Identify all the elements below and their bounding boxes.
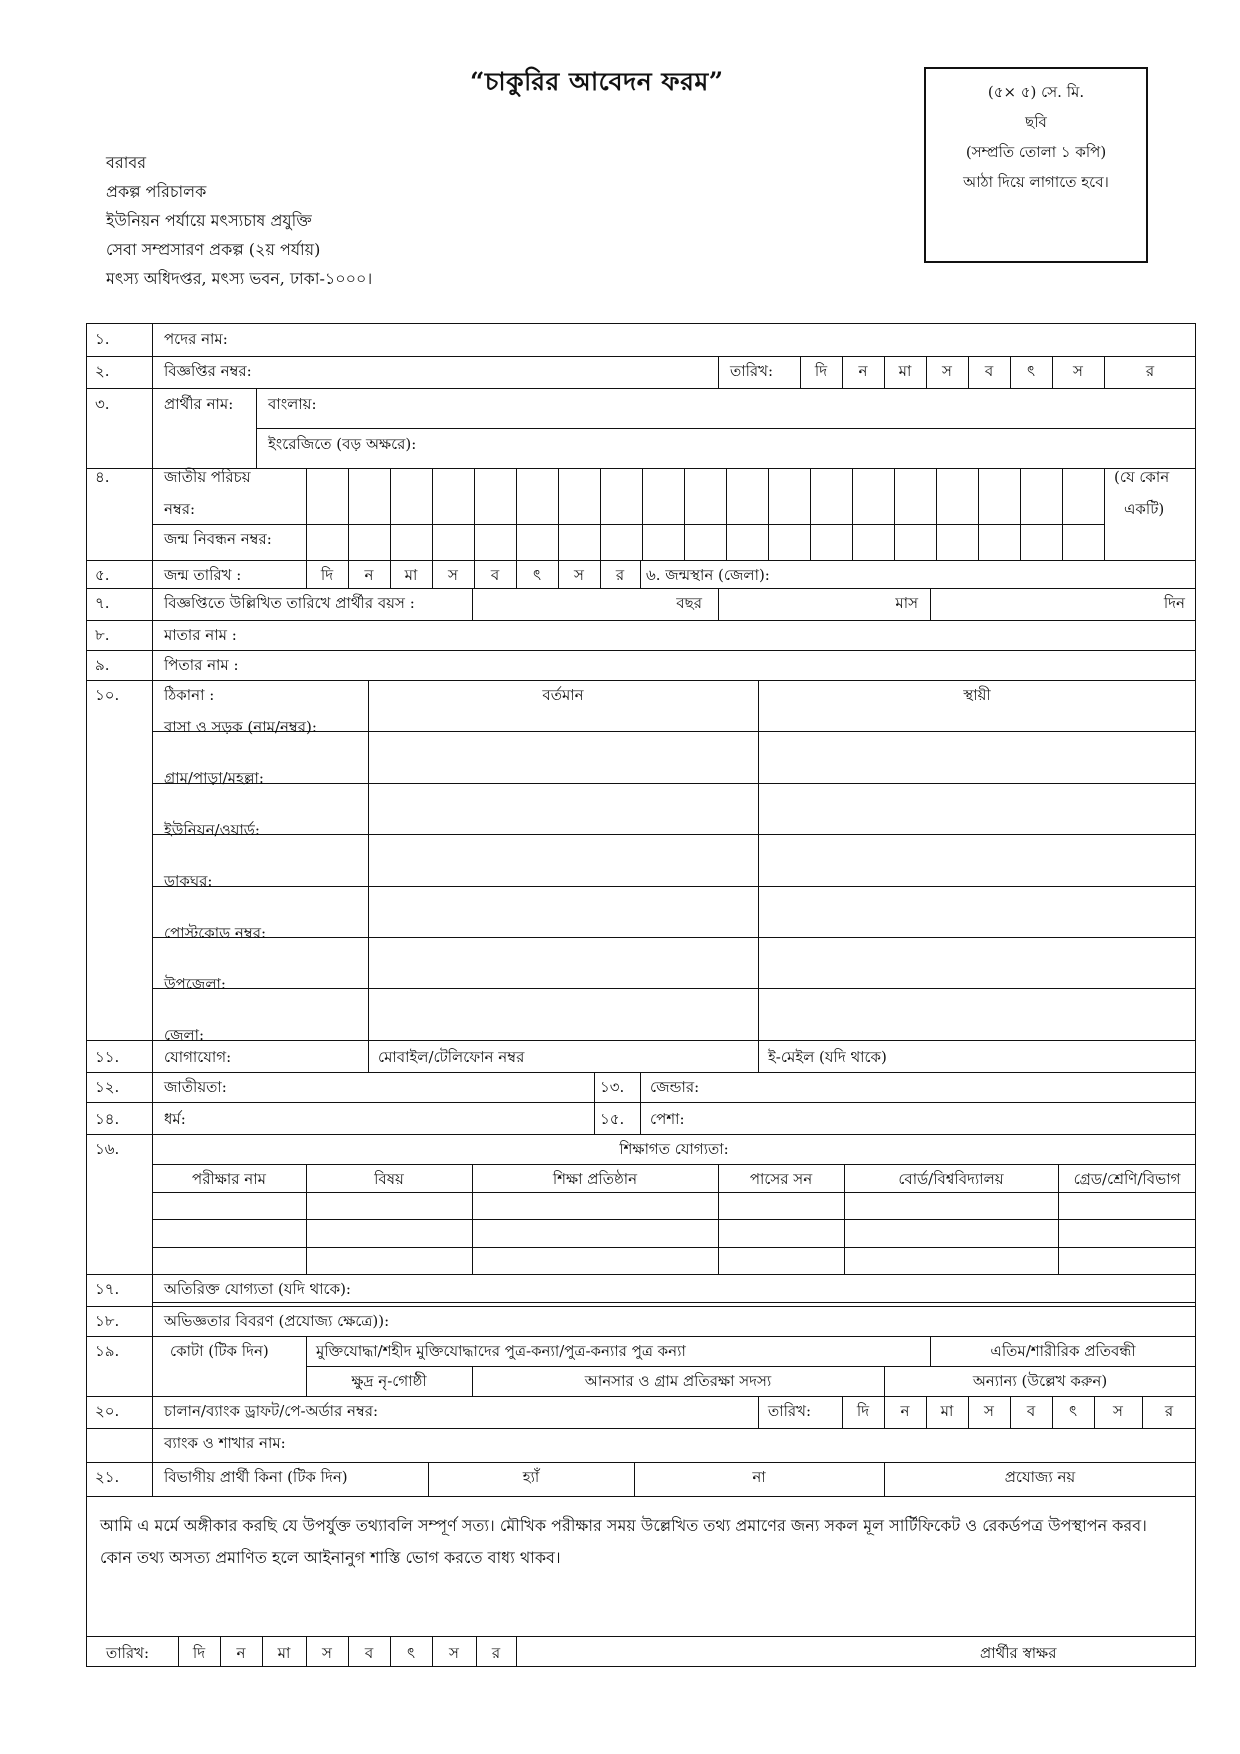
address-field-label: ইউনিয়ন/ওয়ার্ড:: [164, 820, 260, 839]
field-label-age: বিজ্ঞপ্তিতে উল্লিখিত তারিখে প্রার্থীর বয়স :: [164, 594, 415, 612]
field-label-extra-qualification[interactable]: অতিরিক্ত যোগ্যতা (যদি থাকে):: [164, 1280, 351, 1298]
rule: [1062, 468, 1063, 560]
field-phone[interactable]: মোবাইল/টেলিফোন নম্বর: [378, 1048, 525, 1066]
rule: [152, 1219, 1196, 1220]
date-box[interactable]: দি: [320, 566, 334, 584]
field-label-gender[interactable]: জেন্ডার:: [650, 1078, 700, 1096]
row-number: ২১.: [95, 1468, 120, 1486]
rule: [86, 1134, 1196, 1135]
note: (যে কোন: [1114, 468, 1170, 486]
rule: [368, 1040, 369, 1072]
age-day[interactable]: দিন: [1163, 594, 1185, 612]
date-box[interactable]: স: [448, 566, 458, 584]
date-box[interactable]: ন: [858, 362, 868, 380]
address-line: সেবা সম্প্রসারণ প্রকল্প (২য় পর্যায়): [106, 240, 321, 259]
footer-date-label: তারিখ:: [106, 1644, 150, 1662]
field-label-birthdate: জন্ম তারিখ :: [164, 566, 242, 584]
rule: [86, 1396, 1196, 1397]
field-label-departmental: বিভাগীয় প্রার্থী কিনা (টিক দিন): [164, 1468, 348, 1486]
rule: [152, 783, 1196, 784]
field-label-experience[interactable]: অভিজ্ঞতার বিবরণ (প্রযোজ্য ক্ষেত্রে)):: [164, 1312, 390, 1330]
rule: [86, 620, 1196, 621]
rule: [516, 468, 517, 560]
field-email[interactable]: ই-মেইল (যদি থাকে): [768, 1048, 887, 1066]
rule: [758, 1396, 759, 1428]
rule: [1020, 468, 1021, 560]
rule: [474, 468, 475, 560]
photo-label: ছবি: [1025, 113, 1047, 131]
rule: [86, 1496, 1196, 1497]
address-line: মৎস্য অধিদপ্তর, মৎস্য ভবন, ঢাকা-১০০০।: [106, 269, 373, 288]
field-label-bank[interactable]: ব্যাংক ও শাখার নাম:: [164, 1434, 286, 1452]
address-field-label: পোস্টকোড নম্বর:: [164, 923, 267, 942]
rule: [348, 468, 349, 560]
date-box[interactable]: ব: [490, 566, 500, 584]
rule: [758, 1040, 759, 1072]
rule: [86, 588, 1196, 589]
photo-note: আঠা দিয়ে লাগাতে হবে।: [963, 173, 1109, 191]
rule: [86, 388, 1196, 389]
row-number: ১৭.: [95, 1280, 120, 1298]
rule: [86, 468, 1196, 469]
rule: [152, 1164, 1196, 1165]
rule: [600, 468, 601, 560]
date-box[interactable]: স: [1073, 362, 1083, 380]
rule: [86, 1102, 1196, 1103]
date-box[interactable]: ন: [236, 1644, 246, 1662]
photo-box[interactable]: [924, 67, 1148, 263]
rule: [86, 1428, 1196, 1429]
field-label-quota: কোটা (টিক দিন): [170, 1342, 269, 1360]
rule: [86, 1306, 1196, 1307]
date-box[interactable]: মা: [940, 1402, 954, 1420]
address-field-label: বাসা ও সড়ক (নাম/নম্বর):: [164, 718, 317, 736]
rule: [86, 1336, 1196, 1337]
rule: [152, 937, 1196, 938]
date-box[interactable]: র: [615, 566, 625, 584]
rule: [894, 468, 895, 560]
date-box[interactable]: র: [1145, 362, 1155, 380]
date-box[interactable]: ন: [900, 1402, 910, 1420]
rule: [306, 1366, 1196, 1367]
date-box[interactable]: র: [1164, 1402, 1174, 1420]
rule: [726, 468, 727, 560]
field-label-birth-reg: জন্ম নিবন্ধন নম্বর:: [164, 530, 272, 548]
field-label-date: তারিখ:: [768, 1402, 812, 1420]
edu-header: গ্রেড/শ্রেণি/বিভাগ: [1073, 1170, 1181, 1188]
address-field-label: জেলা:: [164, 1026, 205, 1045]
edu-header: পরীক্ষার নাম: [192, 1170, 266, 1188]
rule: [86, 680, 1196, 681]
date-box[interactable]: স: [574, 566, 584, 584]
field-label-nationality[interactable]: জাতীয়তা:: [164, 1078, 227, 1096]
row-number: ১৬.: [95, 1140, 120, 1158]
date-box[interactable]: স: [322, 1644, 332, 1662]
rule: [86, 1072, 1196, 1073]
rule: [306, 468, 307, 560]
date-box[interactable]: ন: [364, 566, 374, 584]
date-box[interactable]: দি: [814, 362, 828, 380]
row-number: ১৩.: [600, 1078, 625, 1096]
field-label-mother[interactable]: মাতার নাম :: [164, 626, 237, 644]
date-box[interactable]: স: [1113, 1402, 1123, 1420]
rule: [152, 1040, 1196, 1041]
date-box[interactable]: দি: [192, 1644, 206, 1662]
quota-orphan-disabled[interactable]: এতিম/শারীরিক প্রতিবন্ধী: [990, 1342, 1136, 1360]
rule: [152, 1274, 1196, 1275]
address-line: প্রকল্প পরিচালক: [106, 182, 207, 201]
rule: [86, 1636, 1196, 1637]
row-number: ৪.: [95, 468, 110, 486]
row-number: ২.: [95, 362, 110, 380]
option-no[interactable]: না: [752, 1468, 766, 1486]
row-number: ১৮.: [95, 1312, 120, 1330]
signature-label[interactable]: প্রার্থীর স্বাক্ষর: [980, 1644, 1057, 1662]
edu-header: বোর্ড/বিশ্ববিদ্যালয়: [898, 1170, 1004, 1188]
rule: [768, 468, 769, 560]
rule: [152, 886, 1196, 887]
address-present: বর্তমান: [542, 686, 584, 704]
date-box[interactable]: র: [491, 1644, 501, 1662]
date-box[interactable]: দি: [856, 1402, 870, 1420]
rule: [758, 680, 759, 1040]
rule: [86, 356, 1196, 357]
quota-other[interactable]: অন্যান্য (উল্লেখ করুন): [972, 1372, 1108, 1390]
field-label-nid: জাতীয় পরিচয়: [164, 468, 251, 486]
rule: [86, 650, 1196, 651]
field-label-name-bangla[interactable]: বাংলায়:: [268, 395, 317, 413]
date-box[interactable]: মা: [898, 362, 912, 380]
edu-header: শিক্ষা প্রতিষ্ঠান: [552, 1170, 638, 1188]
rule: [152, 1247, 1196, 1248]
quota-freedom-fighter[interactable]: মুক্তিযোদ্ধা/শহীদ মুক্তিযোদ্ধাদের পুত্র-কন্যা/পুত্র-কন্যার পুত্র কন্যা: [316, 1342, 686, 1360]
date-box[interactable]: ৎ: [406, 1644, 416, 1662]
row-number: ১৫.: [600, 1110, 625, 1128]
row-number: ৯.: [95, 656, 110, 674]
rule: [640, 1072, 641, 1134]
rule: [810, 468, 811, 560]
rule: [390, 468, 391, 560]
declaration-text: আমি এ মর্মে অঙ্গীকার করছি যে উপর্যুক্ত তথ্যাবলি সম্পূর্ণ সত্য। মৌখিক পরীক্ষার সময় উল্লেখিত তথ্য প্রমাণের জন্য সকল মূল সার্টিফিকেট ও রেকর্ডপত্র উপস্থাপন করব। কোন তথ্য অসত্য প্রমাণিত হলে আইনানুগ শাস্তি ভোগ করতে বাধ্য থাকব।: [100, 1516, 1147, 1567]
field-label-occupation[interactable]: পেশা:: [650, 1110, 685, 1128]
age-month[interactable]: মাস: [895, 594, 918, 612]
date-box[interactable]: ৎ: [1068, 1402, 1078, 1420]
rule: [86, 1462, 1196, 1463]
rule: [368, 680, 369, 1040]
field-label-education: শিক্ষাগত যোগ্যতা:: [619, 1140, 729, 1158]
age-year[interactable]: বছর: [676, 594, 702, 612]
field-label-birthplace[interactable]: ৬. জন্মস্থান (জেলা):: [646, 566, 770, 584]
row-number: ১৯.: [95, 1342, 120, 1360]
quota-ansar[interactable]: আনসার ও গ্রাম প্রতিরক্ষা সদস্য: [584, 1372, 772, 1390]
address-line: ইউনিয়ন পর্যায়ে মৎস্যচাষ প্রযুক্তি: [106, 211, 312, 230]
row-number: ৩.: [95, 395, 110, 413]
rule: [516, 1636, 517, 1667]
rule: [152, 1192, 1196, 1193]
rule: [594, 1072, 595, 1134]
rule: [152, 1302, 1196, 1303]
row-number: ২০.: [95, 1402, 120, 1420]
field-label-advert-number: বিজ্ঞপ্তির নম্বর:: [164, 362, 252, 380]
option-not-applicable[interactable]: প্রযোজ্য নয়: [1004, 1468, 1076, 1486]
date-box[interactable]: মা: [277, 1644, 291, 1662]
row-number: ১২.: [95, 1078, 120, 1096]
field-label-religion[interactable]: ধর্ম:: [164, 1110, 186, 1128]
date-box[interactable]: ব: [1026, 1402, 1036, 1420]
edu-header: পাসের সন: [749, 1170, 813, 1188]
date-box[interactable]: স: [449, 1644, 459, 1662]
field-label-date: তারিখ:: [730, 362, 774, 380]
date-box[interactable]: ব: [984, 362, 994, 380]
form-title: “চাকুরির আবেদন ফরম”: [470, 67, 724, 96]
rule: [718, 356, 719, 388]
rule: [256, 428, 1196, 429]
row-number: ১৪.: [95, 1110, 120, 1128]
row-number: ১০.: [95, 686, 120, 704]
field-label-contact: যোগাযোগ:: [164, 1048, 232, 1066]
rule: [152, 524, 1104, 525]
edu-header: বিষয়: [374, 1170, 404, 1188]
address-field-label: গ্রাম/পাড়া/মহল্লা:: [164, 769, 264, 788]
rule: [684, 468, 685, 560]
quota-ethnic[interactable]: ক্ষুদ্র নৃ-গোষ্ঠী: [351, 1372, 427, 1390]
date-box[interactable]: মা: [404, 566, 418, 584]
field-label-post: পদের নাম:: [164, 330, 228, 348]
field-label-father[interactable]: পিতার নাম :: [164, 656, 239, 674]
address-field-label: উপজেলা:: [164, 975, 226, 993]
rule: [558, 468, 559, 560]
rule: [86, 560, 1196, 561]
row-number: ৭.: [95, 594, 110, 612]
rule: [152, 988, 1196, 989]
option-yes[interactable]: হ্যাঁ: [522, 1468, 540, 1486]
address-line: বরাবর: [106, 153, 147, 172]
address-permanent: স্থায়ী: [963, 686, 991, 704]
photo-note: (সম্প্রতি তোলা ১ কপি): [965, 143, 1107, 161]
date-box[interactable]: ব: [364, 1644, 374, 1662]
rule: [978, 468, 979, 560]
rule: [152, 834, 1196, 835]
address-field-label: ডাকঘর:: [164, 872, 213, 891]
field-label-address: ঠিকানা :: [164, 686, 215, 704]
photo-size: (৫× ৫) সে. মি.: [987, 83, 1085, 101]
rule: [152, 323, 153, 1496]
row-number: ৮.: [95, 626, 110, 644]
field-label-name: প্রার্থীর নাম:: [164, 395, 234, 413]
row-number: ১১.: [95, 1048, 120, 1066]
row-number: ১.: [95, 330, 110, 348]
rule: [936, 468, 937, 560]
note: একটি): [1124, 500, 1165, 518]
rule: [640, 560, 641, 588]
date-box[interactable]: স: [942, 362, 952, 380]
field-label-challan[interactable]: চালান/ব্যাংক ড্রাফট/পে-অর্ডার নম্বর:: [164, 1402, 379, 1420]
rule: [1104, 468, 1105, 560]
rule: [852, 468, 853, 560]
rule: [432, 468, 433, 560]
recipient-address: [106, 148, 372, 293]
field-label-nid: নম্বর:: [164, 500, 196, 518]
rule: [642, 468, 643, 560]
date-box[interactable]: ৎ: [1026, 362, 1036, 380]
date-box[interactable]: স: [984, 1402, 994, 1420]
date-box[interactable]: ৎ: [532, 566, 542, 584]
row-number: ৫.: [95, 566, 110, 584]
field-label-name-english[interactable]: ইংরেজিতে (বড় অক্ষরে):: [268, 435, 417, 453]
